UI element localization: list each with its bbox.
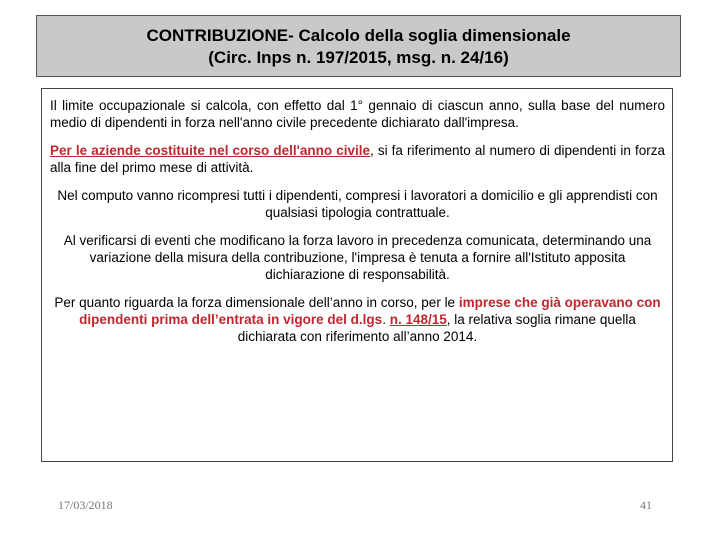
paragraph-2-rest: , si fa riferimento al numero di dipendenti in forza alla fine del primo mese di attività.	[50, 143, 665, 175]
highlight-existing-companies: imprese che già operavano con dipendenti prima dell’entrata in vigore del d.lgs	[79, 295, 661, 327]
title-line-1: CONTRIBUZIONE- Calcolo della soglia dimensionale	[146, 26, 571, 45]
paragraph-2	[50, 142, 665, 176]
highlight-new-companies: Per le aziende costituite nel corso dell'anno civile	[50, 143, 370, 158]
paragraph-5	[50, 294, 665, 345]
content-box	[41, 88, 673, 462]
paragraph-1: Il limite occupazionale si calcola, con effetto dal 1° gennaio di ciascun anno, sulla base del numero medio di dipendenti in forza nell'anno civile precedente dichiarato dall'impresa.	[50, 98, 665, 130]
highlight-decree-number: n. 148/15	[389, 312, 447, 327]
paragraph-3: Nel computo vanno ricompresi tutti i dipendenti, compresi i lavoratori a domicilio e gli apprendisti con qualsiasi tipologia contrattuale.	[57, 188, 658, 220]
title-line-2: (Circ. Inps n. 197/2015, msg. n. 24/16)	[208, 48, 509, 67]
paragraph-5-b: .	[382, 312, 390, 327]
slide-title	[36, 15, 681, 77]
paragraph-5-c: , la relativa soglia rimane quella dichiarata con riferimento all’anno 2014.	[237, 312, 636, 344]
footer-date: 17/03/2018	[58, 498, 113, 512]
page-number: 41	[640, 498, 652, 512]
paragraph-4: Al verificarsi di eventi che modificano la forza lavoro in precedenza comunicata, determinando una variazione della misura della contribuzione, l'impresa è tenuta a fornire all'Istituto apposita dichiarazione di responsabilità.	[63, 233, 652, 282]
paragraph-5-a: Per quanto riguarda la forza dimensionale dell’anno in corso, per le	[54, 295, 459, 310]
